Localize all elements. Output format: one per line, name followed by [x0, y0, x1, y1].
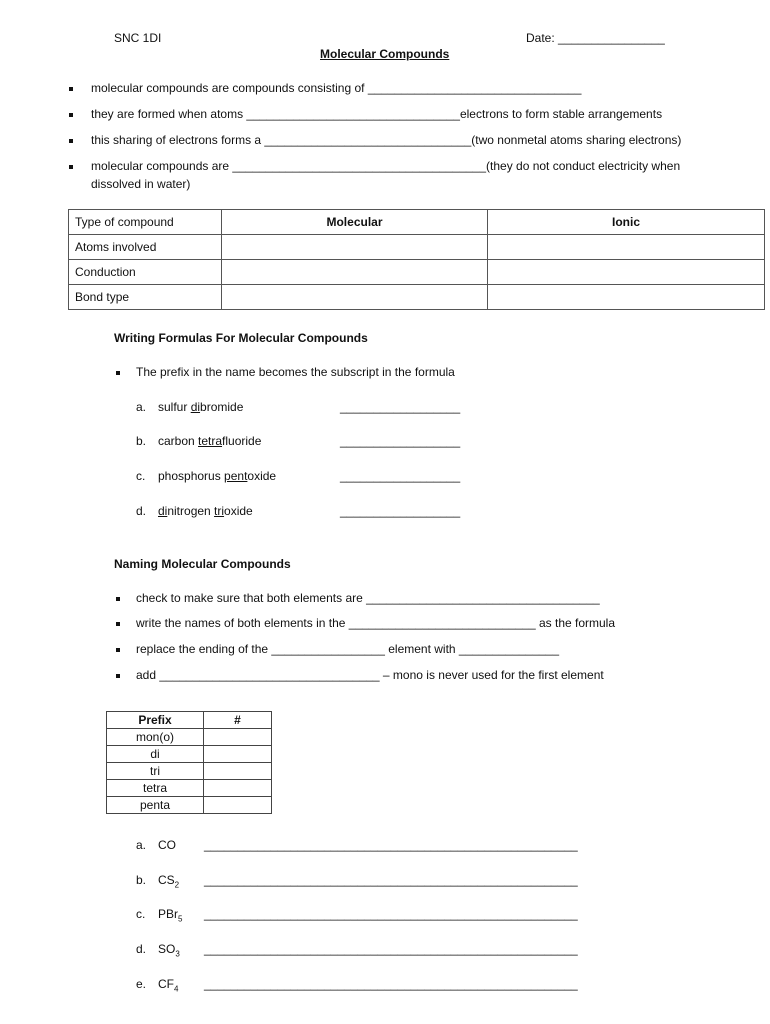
item-formula: CO	[158, 838, 176, 852]
answer-blank[interactable]: ________________________________________________________	[204, 873, 578, 887]
item-letter: a.	[136, 838, 147, 852]
intro-bullet-4[interactable]: molecular compounds are ______________________________________(they do not conduct electricity when	[91, 159, 681, 173]
naming-bullet-2[interactable]: write the names of both elements in the ____________________________ as the formula	[136, 616, 616, 630]
prefix-cell: tri	[107, 763, 204, 780]
page-title: Molecular Compounds	[320, 47, 450, 61]
item-letter: e.	[136, 977, 147, 991]
item-formula: $CS_2$	[158, 873, 180, 890]
answer-cell[interactable]	[488, 285, 765, 310]
answer-cell[interactable]	[204, 763, 272, 780]
formulas-bullet: The prefix in the name becomes the subscript in the formula	[136, 365, 455, 379]
item-letter: d.	[136, 504, 147, 518]
row-label-atoms-involved: Atoms involved	[69, 235, 222, 260]
item-formula: PBr$_5$	[158, 907, 183, 924]
bullet-icon	[69, 165, 73, 169]
bullet-icon	[116, 622, 120, 626]
naming-heading: Naming Molecular Compounds	[114, 557, 291, 571]
bullet-icon	[116, 371, 120, 375]
answer-blank[interactable]: ________________________________________________________	[204, 977, 578, 991]
intro-bullet-2[interactable]: they are formed when atoms ________________________________electrons to form stable arrangements	[91, 107, 663, 121]
item-letter: c.	[136, 907, 146, 921]
table-row	[107, 780, 272, 797]
table-header-row	[69, 210, 765, 235]
item-letter: d.	[136, 942, 147, 956]
item-formula: $CF_4$	[158, 977, 179, 994]
bullet-icon	[116, 674, 120, 678]
intro-bullet-4-cont: dissolved in water)	[91, 177, 191, 191]
answer-cell[interactable]	[222, 285, 488, 310]
answer-cell[interactable]	[204, 797, 272, 814]
header-molecular: Molecular	[222, 210, 488, 235]
answer-cell[interactable]	[222, 260, 488, 285]
intro-bullet-1[interactable]: molecular compounds are compounds consisting of ________________________________	[91, 81, 582, 95]
item-letter: a.	[136, 400, 147, 414]
bullet-icon	[116, 597, 120, 601]
item-name: sulfur dibromide	[158, 400, 244, 414]
item-name: carbon tetrafluoride	[158, 434, 262, 448]
item-letter: b.	[136, 434, 147, 448]
header-ionic: Ionic	[488, 210, 765, 235]
answer-cell[interactable]	[488, 235, 765, 260]
naming-bullet-1[interactable]: check to make sure that both elements are ___________________________________	[136, 591, 600, 605]
item-letter: b.	[136, 873, 147, 887]
row-label-bond-type: Bond type	[69, 285, 222, 310]
header-type-of-compound: Type of compound	[69, 210, 222, 235]
answer-blank[interactable]: ________________________________________________________	[204, 838, 578, 852]
prefix-cell: di	[107, 746, 204, 763]
header-number: #	[204, 712, 272, 729]
course-code: SNC 1DI	[114, 31, 162, 45]
item-name: dinitrogen trioxide	[158, 504, 253, 518]
answer-blank[interactable]: __________________	[340, 434, 461, 448]
compound-comparison-table	[68, 209, 765, 310]
intro-bullet-3[interactable]: this sharing of electrons forms a _______________________________(two nonmetal atoms sharing electrons)	[91, 133, 682, 147]
table-row	[107, 729, 272, 746]
answer-cell[interactable]	[488, 260, 765, 285]
bullet-icon	[69, 139, 73, 143]
prefix-cell: penta	[107, 797, 204, 814]
answer-blank[interactable]: ________________________________________________________	[204, 907, 578, 921]
answer-blank[interactable]: __________________	[340, 469, 461, 483]
table-header-row	[107, 712, 272, 729]
prefix-table	[106, 711, 272, 814]
answer-cell[interactable]	[204, 746, 272, 763]
answer-cell[interactable]	[222, 235, 488, 260]
naming-bullet-3[interactable]: replace the ending of the _________________ element with _______________	[136, 642, 560, 656]
header-prefix: Prefix	[107, 712, 204, 729]
date-field[interactable]: Date: ________________	[526, 31, 665, 45]
table-row	[69, 285, 765, 310]
item-letter: c.	[136, 469, 146, 483]
prefix-cell: tetra	[107, 780, 204, 797]
bullet-icon	[69, 87, 73, 91]
table-row	[69, 260, 765, 285]
bullet-icon	[69, 113, 73, 117]
table-row	[69, 235, 765, 260]
table-row	[107, 763, 272, 780]
formulas-heading: Writing Formulas For Molecular Compounds	[114, 331, 368, 345]
table-row	[107, 797, 272, 814]
answer-blank[interactable]: __________________	[340, 400, 461, 414]
naming-bullet-4[interactable]: add _________________________________ – mono is never used for the first element	[136, 668, 604, 682]
answer-cell[interactable]	[204, 780, 272, 797]
row-label-conduction: Conduction	[69, 260, 222, 285]
table-row	[107, 746, 272, 763]
answer-blank[interactable]: ________________________________________________________	[204, 942, 578, 956]
prefix-cell: mon(o)	[107, 729, 204, 746]
answer-blank[interactable]: __________________	[340, 504, 461, 518]
bullet-icon	[116, 648, 120, 652]
item-formula: $SO_3$	[158, 942, 180, 959]
item-name: phosphorus pentoxide	[158, 469, 277, 483]
answer-cell[interactable]	[204, 729, 272, 746]
